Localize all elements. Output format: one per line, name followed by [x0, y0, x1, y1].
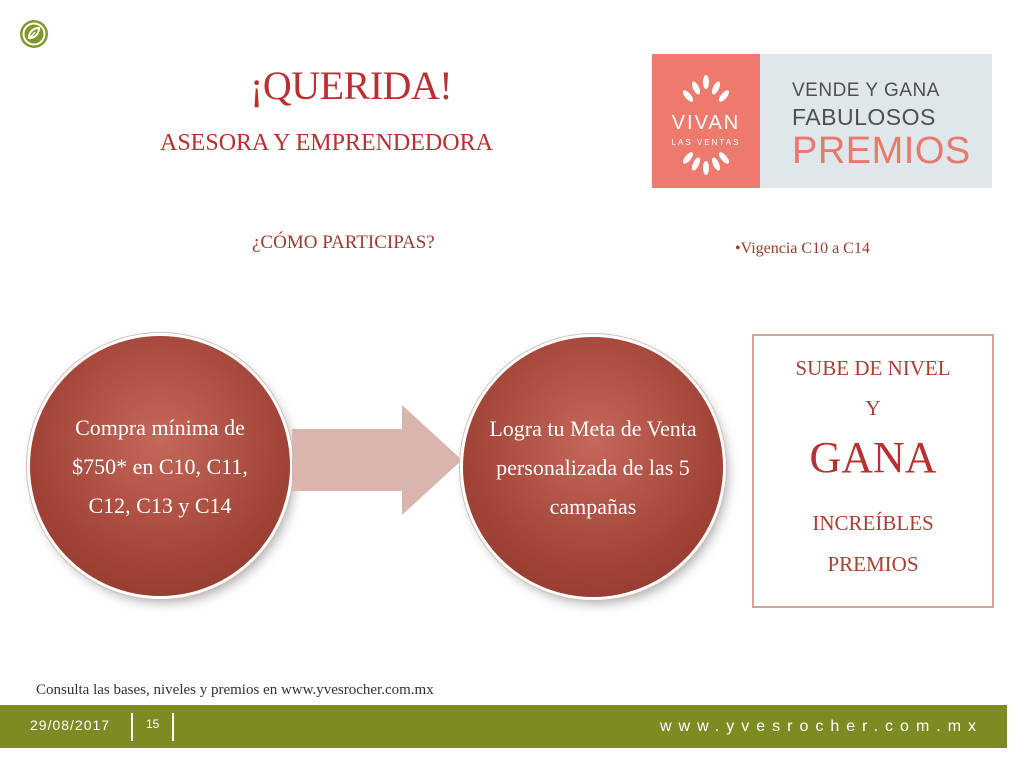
- consulta-note: Consulta las bases, niveles y premios en www.yvesrocher.com.mx: [36, 682, 434, 698]
- prize-box: [752, 334, 994, 608]
- banner-las-ventas: LAS VENTAS: [671, 138, 741, 147]
- footer-divider: [172, 713, 174, 741]
- slide-title: ¡QUERIDA!: [250, 63, 453, 108]
- slide-subtitle: ASESORA Y EMPRENDEDORA: [160, 130, 493, 156]
- laurel-bottom-icon: [676, 150, 736, 182]
- step-circle-1: [30, 336, 290, 596]
- prize-line-5: PREMIOS: [827, 552, 919, 576]
- arrow-right-icon: [292, 405, 462, 515]
- laurel-top-icon: [676, 68, 736, 106]
- leaf-icon: [18, 18, 50, 50]
- question-heading: ¿CÓMO PARTICIPAS?: [252, 232, 435, 253]
- step-2-text: Logra tu Meta de Venta personalizada de las 5 campañas: [489, 415, 697, 519]
- promo-banner: [652, 54, 992, 188]
- footer-url[interactable]: www.yvesrocher.com.mx: [660, 718, 984, 735]
- prize-line-1: SUBE DE NIVEL: [795, 356, 951, 380]
- banner-line-1: VENDE Y GANA: [792, 80, 940, 101]
- banner-vivan: VIVAN: [671, 112, 741, 134]
- banner-badge: [652, 54, 760, 188]
- footer-divider: [131, 713, 133, 741]
- prize-line-3: GANA: [809, 433, 937, 482]
- vigencia-bullet: •Vigencia C10 a C14: [735, 240, 870, 257]
- prize-line-4: INCREÍBLES: [812, 511, 934, 535]
- step-1-text: Compra mínima de $750* en C10, C11, C12, C13 y C14: [72, 414, 248, 518]
- banner-line-2: FABULOSOS: [792, 104, 936, 130]
- prize-line-2: Y: [865, 396, 881, 420]
- page-number: 15: [146, 717, 160, 731]
- footer-date: 29/08/2017: [30, 717, 111, 733]
- footer-bar: [0, 705, 1007, 748]
- banner-line-3: PREMIOS: [792, 130, 971, 172]
- step-circle-2: [463, 337, 723, 597]
